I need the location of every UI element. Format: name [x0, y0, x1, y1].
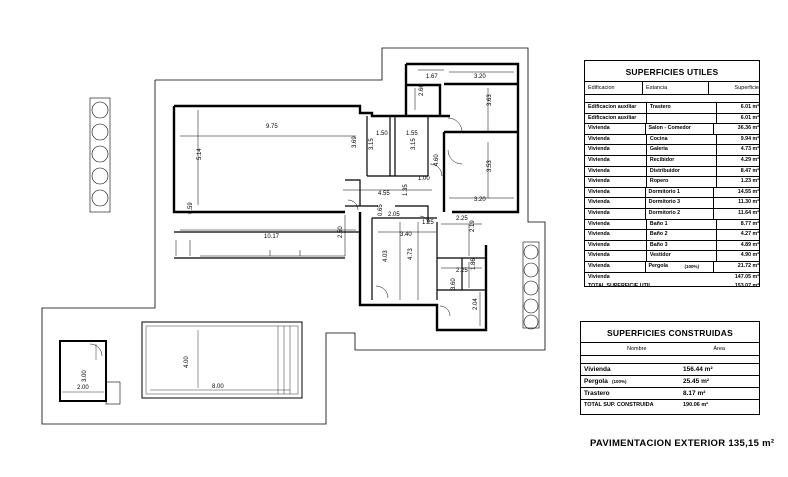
cell-nombre	[581, 388, 679, 399]
table-body	[581, 364, 759, 400]
trastero-annex	[60, 341, 120, 404]
cell-edificacion: Vivienda	[588, 125, 610, 132]
garden-trees-left	[90, 98, 110, 212]
header-nombre: Nombre	[627, 346, 647, 352]
dim-label: 9.75	[266, 124, 278, 130]
dim-label: 1.25	[422, 220, 434, 226]
dim-label: 3.53	[487, 160, 493, 172]
table-row	[585, 135, 759, 146]
cell-estancia: Baño 1	[646, 220, 716, 230]
pergola-hatch	[176, 240, 345, 256]
cell-nombre	[581, 376, 679, 387]
cell-edificacion: Edificacion auxiliar	[588, 114, 637, 121]
subtotal-edificacion: Vivienda	[588, 273, 610, 280]
cell-superficie: 9.94 m²	[716, 135, 759, 145]
superficies-utiles-table	[584, 60, 760, 290]
table-title: SUPERFICIES UTILES	[585, 61, 759, 82]
dim-label: 2.50	[338, 226, 344, 238]
cell-superficie: 6.01 m²	[716, 103, 759, 113]
cell-edificacion: Vivienda	[588, 252, 610, 259]
cell-superficie: 4.89 m²	[716, 241, 759, 251]
dim-label: 4.73	[408, 248, 414, 260]
cell-edificacion: Vivienda	[588, 209, 610, 216]
dim-label: 10.17	[264, 234, 280, 240]
cell-estancia: Dormitorio 3	[645, 198, 713, 208]
cell-edificacion: Vivienda	[588, 178, 610, 185]
cell-estancia: Salon - Comedor	[645, 124, 713, 134]
cell-edificacion: Vivienda	[588, 167, 610, 174]
cell-edificacion: Vivienda	[588, 262, 610, 269]
dim-label: 2.04	[473, 298, 479, 310]
table-row	[581, 388, 759, 400]
cell-edificacion: Vivienda	[588, 199, 610, 206]
dim-label: 2.25	[456, 268, 468, 274]
dim-label: 1.55	[406, 131, 418, 137]
cell-estancia: Ropero	[646, 177, 716, 187]
cell-superficie: 4.73 m²	[716, 145, 759, 155]
table-title: SUPERFICIES CONSTRUIDAS	[581, 322, 759, 343]
cell-nombre	[581, 364, 679, 375]
total-label: TOTAL SUPERFICIE UTIL	[588, 283, 652, 290]
dim-label: 8.00	[212, 384, 224, 390]
table-spacer	[581, 356, 759, 364]
total-row	[581, 400, 759, 411]
cell-estancia: Dormitorio 1	[645, 188, 713, 198]
cell-edificacion: Vivienda	[588, 156, 610, 163]
dim-label: 1.67	[426, 74, 438, 80]
header-superficie: Superficie	[708, 82, 759, 94]
dim-label: 4.03	[383, 250, 389, 262]
table-row	[585, 156, 759, 167]
cell-superficie: 14.55 m²	[713, 188, 759, 198]
dim-label: 1.00	[418, 176, 430, 182]
cell-estancia: Dormitorio 2	[645, 209, 713, 219]
cell-edificacion: Vivienda	[588, 188, 610, 195]
dim-label: 4.55	[378, 191, 390, 197]
table-header	[585, 82, 759, 95]
table-header	[581, 343, 759, 356]
dim-label: 3.20	[474, 74, 486, 80]
dim-label: 2.00	[77, 385, 89, 391]
cell-edificacion: Vivienda	[588, 241, 610, 248]
table-spacer	[585, 95, 759, 103]
cell-area: 8.17 m²	[683, 390, 706, 397]
table-row	[585, 209, 759, 220]
cell-estancia: Cocina	[646, 135, 716, 145]
dim-label: 3.15	[369, 138, 375, 150]
table-row	[585, 251, 759, 262]
cell-edificacion: Vivienda	[588, 146, 610, 153]
cell-superficie: 21.72 m²	[713, 262, 759, 272]
table-row	[585, 198, 759, 209]
total-label: TOTAL SUP. CONSTRUIDA	[584, 402, 654, 408]
garden-trees-right	[523, 242, 539, 329]
dim-label: 3.63	[487, 94, 493, 106]
dim-label: 4.00	[184, 356, 190, 368]
cell-estancia: Baño 3	[646, 241, 716, 251]
dim-label: 1.50	[376, 131, 388, 137]
cell-superficie: 4.27 m²	[716, 230, 759, 240]
dim-label: 2.66	[419, 84, 425, 96]
table-row	[585, 103, 759, 114]
cell-edificacion: Edificacion auxiliar	[588, 104, 637, 110]
cell-superficie: 6.01 m²	[716, 114, 759, 124]
cell-area: 25.45 m²	[683, 378, 710, 385]
subtotal-row	[585, 273, 759, 283]
subtotal-superficie: 147.05 m²	[734, 273, 759, 280]
dim-label: 0.59	[188, 202, 194, 214]
dim-label: 2.05	[388, 212, 400, 218]
table-row	[585, 188, 759, 199]
dim-label: 3.40	[400, 232, 412, 238]
dim-label: 5.14	[197, 148, 203, 160]
cell-edificacion: Vivienda	[588, 135, 610, 142]
table-row	[581, 376, 759, 388]
cell-superficie: 36.36 m²	[713, 124, 759, 134]
cell-estancia: Pergola (100%)	[645, 262, 713, 272]
dim-label: 4.60	[434, 154, 440, 166]
subtotal-spacer	[644, 273, 711, 283]
cell-nombre-text: Trastero	[584, 390, 610, 397]
dim-label: 3.60	[451, 278, 457, 290]
cell-estancia: Distribuidor	[646, 167, 716, 177]
dim-label: 3.20	[474, 197, 486, 203]
cell-estancia: Trastero	[646, 103, 716, 113]
cell-edificacion: Vivienda	[588, 231, 610, 238]
cell-estancia: Vestidor	[646, 251, 716, 261]
dim-label: 3.69	[352, 136, 358, 148]
cell-estancia: Recibidor	[646, 156, 716, 166]
table-row	[585, 124, 759, 135]
table-row	[585, 220, 759, 231]
table-row	[585, 262, 759, 273]
dim-label: 2.19	[470, 220, 476, 232]
cell-note: (100%)	[684, 263, 700, 269]
table-row	[585, 167, 759, 178]
dim-label: 2.25	[456, 216, 468, 222]
header-area: Área	[713, 346, 725, 352]
dim-label: 1.86	[471, 258, 477, 270]
cell-superficie: 1.23 m²	[716, 177, 759, 187]
dim-label: 3.15	[411, 138, 417, 150]
table-row	[585, 241, 759, 252]
cell-nombre-text: Pergola	[584, 378, 608, 385]
plot-boundary	[42, 48, 545, 424]
dim-label: 0.65	[378, 204, 384, 216]
table-row	[585, 177, 759, 188]
cell-superficie: 4.29 m²	[716, 156, 759, 166]
cell-estancia: Galeria	[646, 145, 716, 155]
table-body	[585, 103, 759, 273]
cell-area: 156.44 m²	[683, 366, 713, 373]
cell-estancia: Baño 2	[646, 230, 716, 240]
cell-superficie: 11.64 m²	[713, 209, 759, 219]
cell-superficie: 8.47 m²	[716, 167, 759, 177]
cell-edificacion: Vivienda	[588, 220, 610, 227]
table-row	[585, 230, 759, 241]
table-row	[581, 364, 759, 376]
total-row	[585, 282, 759, 292]
cell-superficie: 4.90 m²	[716, 251, 759, 261]
cell-superficie: 11.30 m²	[713, 198, 759, 208]
dim-label: 3.00	[82, 370, 88, 382]
cell-estancia	[646, 114, 716, 124]
total-superficie: 153.07 m²	[734, 283, 759, 290]
table-row	[585, 114, 759, 125]
pavimentacion-exterior-label: PAVIMENTACION EXTERIOR 135,15 m²	[590, 438, 775, 449]
cell-nombre-text: Vivienda	[584, 366, 611, 373]
header-estancia: Estancia	[642, 82, 708, 94]
dim-label: 1.35	[403, 184, 409, 196]
header-edificacion: Edificacion	[588, 85, 615, 91]
table-row	[585, 145, 759, 156]
cell-note: (100%)	[612, 379, 627, 384]
cell-superficie: 8.77 m²	[716, 220, 759, 230]
total-area: 190.06 m²	[683, 402, 709, 408]
dimension-lines	[180, 70, 514, 326]
superficies-construidas-table	[580, 321, 760, 415]
